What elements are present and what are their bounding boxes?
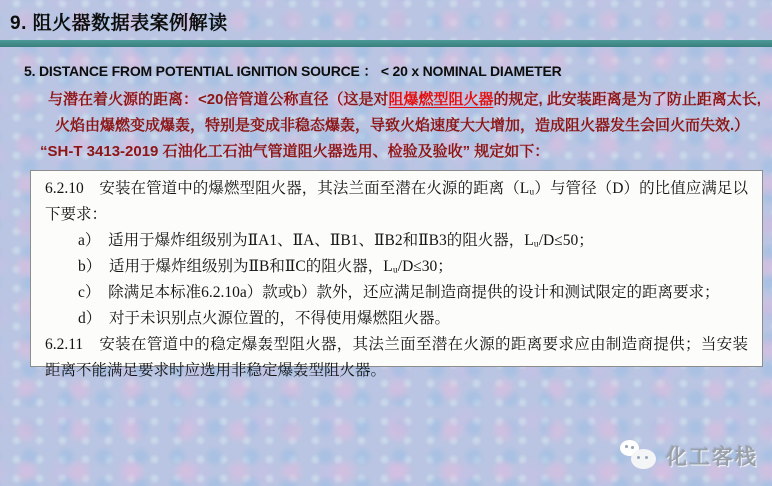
clause-item-a: a） 适用于爆炸组级别为ⅡA1、ⅡA、ⅡB1、ⅡB2和ⅡB3的阻火器，Lᵤ/D≤50； — [78, 232, 594, 249]
clause-item-c: c） 除满足本标准6.2.10a）款或b）款外，还应满足制造商提供的设计和测试限定的距离要求； — [78, 284, 720, 301]
clause-item-b: b） 适用于爆炸组级别为ⅡB和ⅡC的阻火器，Lᵤ/D≤30； — [78, 258, 453, 275]
wechat-icon — [620, 439, 658, 472]
clause-item-d: d） 对于未识别点火源位置的，不得使用爆燃阻火器。 — [78, 310, 451, 327]
watermark-label: 化工客栈 — [666, 445, 758, 469]
highlighted-term: 阻爆燃型阻火器 — [388, 91, 494, 108]
section-heading: 5. DISTANCE FROM POTENTIAL IGNITION SOURCE ： < 20 x NOMINAL DIAMETER — [24, 63, 562, 79]
standard-excerpt-box — [30, 170, 763, 379]
page-title: 9. 阻火器数据表案例解读 — [10, 13, 228, 34]
intro-standard-reference: “SH-T 3413-2019 石油化工石油气管道阻火器选用、检验及验收” 规定如下： — [40, 143, 550, 160]
intro-line-1 — [48, 88, 761, 109]
clause-6-2-10: 6.2.10 安装在管道中的爆燃型阻火器，其法兰面至潜在火源的距离（Lᵤ）与管径（D）的比值应满足以下要求： — [45, 180, 748, 223]
clause-6-2-11: 6.2.11 安装在管道中的稳定爆轰型阻火器，其法兰面至潜在火源的距离要求应由制造商提供；当安装距离不能满足要求时应选用非稳定爆轰型阻火器。 — [45, 336, 748, 379]
intro-line-1-after: 的规定, 此安装距离是为了防止距离太长, — [493, 91, 761, 108]
watermark — [620, 439, 758, 472]
intro-line-2: 火焰由爆燃变成爆轰，特别是变成非稳态爆轰，导致火焰速度大大增加，造成阻火器发生会回火而失效.） — [55, 117, 750, 134]
wechat-bubble-large — [631, 449, 656, 469]
intro-line-1-before: 与潜在着火源的距离：<20倍管道公称直径（这是对 — [48, 91, 389, 108]
divider-bar — [0, 40, 772, 47]
